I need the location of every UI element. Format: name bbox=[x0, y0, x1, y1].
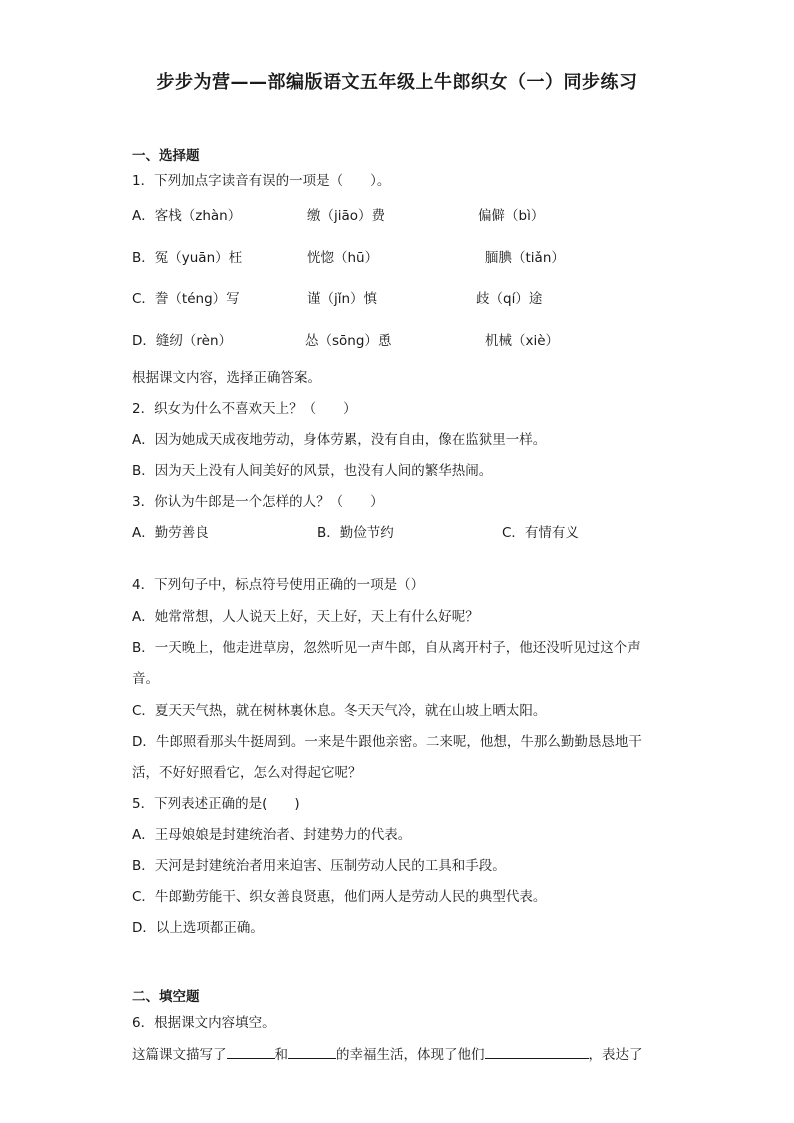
question-6-stem: 6．根据课文内容填空。 bbox=[132, 1015, 276, 1031]
q6-fill-line bbox=[132, 1044, 643, 1065]
q5-option-d: D．以上选项都正确。 bbox=[132, 920, 264, 936]
question-5-stem: 5．下列表述正确的是( ) bbox=[132, 796, 300, 812]
q3-option-c: C．有情有义 bbox=[502, 525, 579, 541]
fill-blank-2[interactable] bbox=[288, 1044, 336, 1059]
q1-option-b-2: 恍惚（hū） bbox=[307, 250, 379, 266]
q4-option-d-line2: 活，不好好照看它，怎么对得起它呢？ bbox=[132, 765, 362, 781]
q5-option-a: A．王母娘娘是封建统治者、封建势力的代表。 bbox=[132, 827, 412, 843]
q4-option-c: C．夏天天气热，就在树林裏休息。冬天天气冷，就在山坡上晒太阳。 bbox=[132, 703, 547, 719]
instruction-text: 根据课文内容，选择正确答案。 bbox=[132, 370, 321, 386]
q1-option-b-1: B．冤（yuān）枉 bbox=[132, 250, 243, 266]
q4-option-b-line2: 音。 bbox=[132, 671, 159, 687]
fill-blank-1[interactable] bbox=[227, 1044, 275, 1059]
q5-option-b: B．天河是封建统治者用来迫害、压制劳动人民的工具和手段。 bbox=[132, 858, 506, 874]
q4-option-a: A．她常常想，人人说天上好，天上好，天上有什么好呢？ bbox=[132, 609, 479, 625]
question-2-stem: 2．织女为什么不喜欢天上？（ ） bbox=[132, 401, 357, 417]
q1-option-a-2: 缴（jiāo）费 bbox=[307, 208, 386, 224]
q1-option-c-1: C．誊（téng）写 bbox=[132, 291, 240, 307]
q1-option-d-3: 机械（xiè） bbox=[485, 333, 560, 349]
q2-option-b: B．因为天上没有人间美好的风景，也没有人间的繁华热闹。 bbox=[132, 463, 493, 479]
q6-text-4: ，表达了 bbox=[588, 1047, 643, 1063]
q1-option-c-3: 歧（qí）途 bbox=[476, 291, 543, 307]
q4-option-d-line1: D．牛郎照看那头牛挺周到。一来是牛跟他亲密。二来呢，他想，牛那么勤勤恳恳地干 bbox=[132, 734, 642, 750]
q3-option-a: A．勤劳善良 bbox=[132, 525, 209, 541]
q1-option-a-3: 偏僻（bì） bbox=[478, 208, 545, 224]
q1-option-c-2: 谨（jǐn）慎 bbox=[307, 291, 378, 307]
q5-option-c: C．牛郎勤劳能干、织女善良贤惠，他们两人是劳动人民的典型代表。 bbox=[132, 889, 547, 905]
q1-option-d-1: D．缝纫（rèn） bbox=[132, 333, 233, 349]
q6-text-2: 和 bbox=[274, 1047, 288, 1063]
q3-option-b: B．勤俭节约 bbox=[317, 525, 394, 541]
q1-option-a-1: A．客栈（zhàn） bbox=[132, 208, 242, 224]
question-3-stem: 3．你认为牛郎是一个怎样的人？（ ） bbox=[132, 494, 384, 510]
page-title: 步步为营——部编版语文五年级上牛郎织女（一）同步练习 bbox=[156, 72, 638, 93]
question-1-stem: 1．下列加点字读音有误的一项是（ ）。 bbox=[132, 173, 391, 189]
question-4-stem: 4．下列句子中，标点符号使用正确的一项是（） bbox=[132, 577, 425, 593]
section-heading-choice: 一、选择题 bbox=[132, 148, 200, 164]
q6-text-3: 的幸福生活，体现了他们 bbox=[336, 1047, 485, 1063]
fill-blank-3[interactable] bbox=[485, 1044, 589, 1059]
section-heading-fill: 二、填空题 bbox=[132, 989, 200, 1005]
q2-option-a: A．因为她成天成夜地劳动，身体劳累，没有自由，像在监狱里一样。 bbox=[132, 432, 547, 448]
q4-option-b-line1: B．一天晚上，他走进草房，忽然听见一声牛郎，自从离开村子，他还没听见过这个声 bbox=[132, 640, 641, 656]
q1-option-b-3: 腼腆（tiǎn） bbox=[485, 250, 565, 266]
q6-text-1: 这篇课文描写了 bbox=[132, 1047, 227, 1063]
q1-option-d-2: 怂（sōng）恿 bbox=[305, 333, 392, 349]
